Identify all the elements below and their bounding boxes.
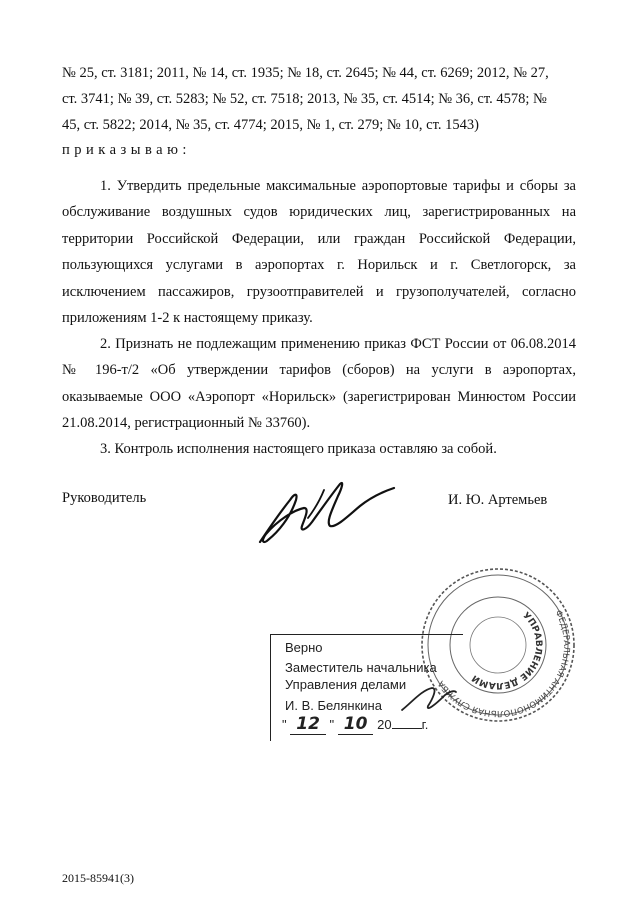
cert-quote-close: "	[329, 717, 335, 732]
stamp-inner-text: УПРАВЛЕНИЕ ДЕЛАМИ	[470, 610, 544, 691]
cert-year-suffix: г.	[421, 717, 429, 732]
clause-1: 1. Утвердить предельные максимальные аэропортовые тарифы и сборы за обслуживание воздушных судов юридических лиц, зарегистрированных на территории Российской Федерации, или граждан Российской Федерации, пользующихся услугами в аэропортах г. Норильск и г. Светлогорск, за исключением пассажиров, грузоотправителей и грузополучателей, согласно приложениям 1-2 к настоящему приказу.	[62, 178, 576, 327]
signature	[238, 470, 398, 550]
head-name: И. Ю. Артемьев	[448, 492, 548, 508]
cert-position: Заместитель начальника	[285, 660, 437, 675]
intro-line-1: № 25, ст. 3181; 2011, № 14, ст. 1935; № 18, ст. 2645; № 44, ст. 6269; 2012, № 27,	[62, 65, 549, 81]
cert-name: И. В. Белянкина	[285, 698, 382, 713]
cert-verno: Верно	[285, 640, 323, 655]
cert-year-prefix: 20	[377, 717, 392, 732]
cert-day: 12	[290, 714, 326, 735]
head-label: Руководитель	[62, 490, 147, 506]
stamp-outer-text: ФЕДЕРАЛЬНАЯ АНТИМОНОПОЛЬНАЯ СЛУЖБА	[436, 608, 572, 719]
cert-department: Управления делами	[285, 677, 407, 692]
document-number: 2015-85941(3)	[62, 871, 134, 885]
intro-paragraph	[62, 60, 576, 138]
intro-line-2: ст. 3741; № 39, ст. 5283; № 52, ст. 7518; 2013, № 35, ст. 4514; № 36, ст. 4578; №	[62, 91, 547, 107]
cert-quote-open: "	[282, 717, 287, 732]
order-word: приказываю:	[62, 142, 191, 158]
certifier-signature	[398, 680, 458, 720]
clause-2: 2. Признать не подлежащим применению приказ ФСТ России от 06.08.2014 № 196-т/2 «Об утверждении тарифов (сборов) на услуги в аэропортах, оказываемые ООО «Аэропорт «Норильск» (зарегистрирован Минюстом России 21.08.2014, регистрационный № 33760).	[62, 336, 576, 432]
intro-line-3: 45, ст. 5822; 2014, № 35, ст. 4774; 2015, № 1, ст. 279; № 10, ст. 1543)	[62, 117, 479, 133]
clause-3: 3. Контроль исполнения настоящего приказа оставляю за собой.	[100, 441, 497, 457]
cert-month: 10	[338, 714, 374, 735]
cert-year-blank	[392, 728, 422, 729]
